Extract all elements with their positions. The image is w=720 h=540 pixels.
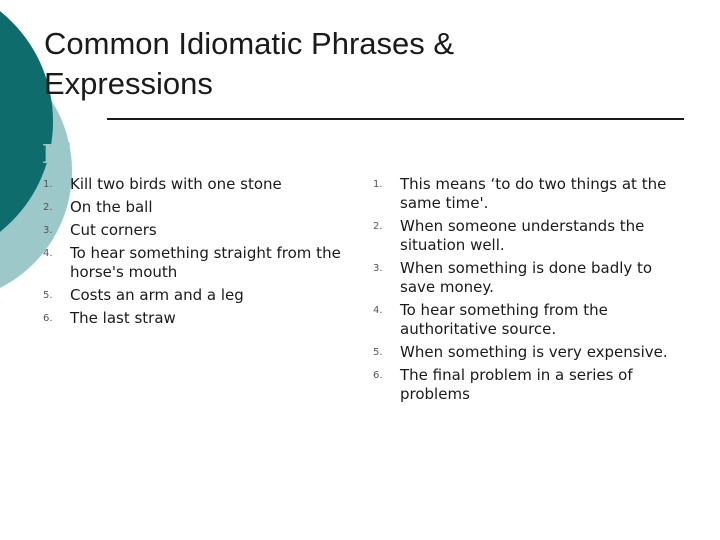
idiom-text: On the ball xyxy=(70,198,153,216)
idiom-number: 2. xyxy=(43,202,53,213)
meaning-number: 1. xyxy=(373,179,383,190)
meaning-item xyxy=(373,175,683,213)
idiom-number: 3. xyxy=(43,225,53,236)
meaning-number: 2. xyxy=(373,221,383,232)
slide-title-line-2: Expressions xyxy=(44,66,213,101)
idiom-item xyxy=(43,198,343,217)
idiom-item xyxy=(43,309,343,328)
meaning-number: 5. xyxy=(373,347,383,358)
idiom-text: Cut corners xyxy=(70,221,157,239)
slide-title xyxy=(44,24,644,104)
meaning-text: The final problem in a series of problems xyxy=(400,366,633,403)
meaning-text: When something is very expensive. xyxy=(400,343,668,361)
title-divider xyxy=(107,118,684,120)
idiom-text: The last straw xyxy=(70,309,176,327)
meaning-list xyxy=(373,175,683,408)
idiom-list xyxy=(43,175,343,332)
meaning-item xyxy=(373,343,683,362)
meaning-item xyxy=(373,259,683,297)
meaning-text: This means ‘to do two things at the same time'. xyxy=(400,175,667,212)
idiom-text: To hear something straight from the horse's mouth xyxy=(70,244,341,281)
meaning-text: When something is done badly to save money. xyxy=(400,259,653,296)
meaning-number: 3. xyxy=(373,263,383,274)
idiom-number: 4. xyxy=(43,248,53,259)
meaning-text: When someone understands the situation well. xyxy=(400,217,645,254)
idiom-number: 6. xyxy=(43,313,53,324)
meaning-item xyxy=(373,217,683,255)
meaning-item xyxy=(373,366,683,404)
meaning-number: 4. xyxy=(373,305,383,316)
section-subheading: Id xyxy=(42,140,73,170)
meaning-number: 6. xyxy=(373,370,383,381)
idiom-item xyxy=(43,244,343,282)
idiom-item xyxy=(43,175,343,194)
slide-title-line-1: Common Idiomatic Phrases & xyxy=(44,26,455,61)
idiom-number: 5. xyxy=(43,290,53,301)
idiom-item xyxy=(43,286,343,305)
idiom-text: Kill two birds with one stone xyxy=(70,175,282,193)
meaning-text: To hear something from the authoritative source. xyxy=(400,301,608,338)
meaning-item xyxy=(373,301,683,339)
idiom-item xyxy=(43,221,343,240)
idiom-number: 1. xyxy=(43,179,53,190)
idiom-text: Costs an arm and a leg xyxy=(70,286,244,304)
